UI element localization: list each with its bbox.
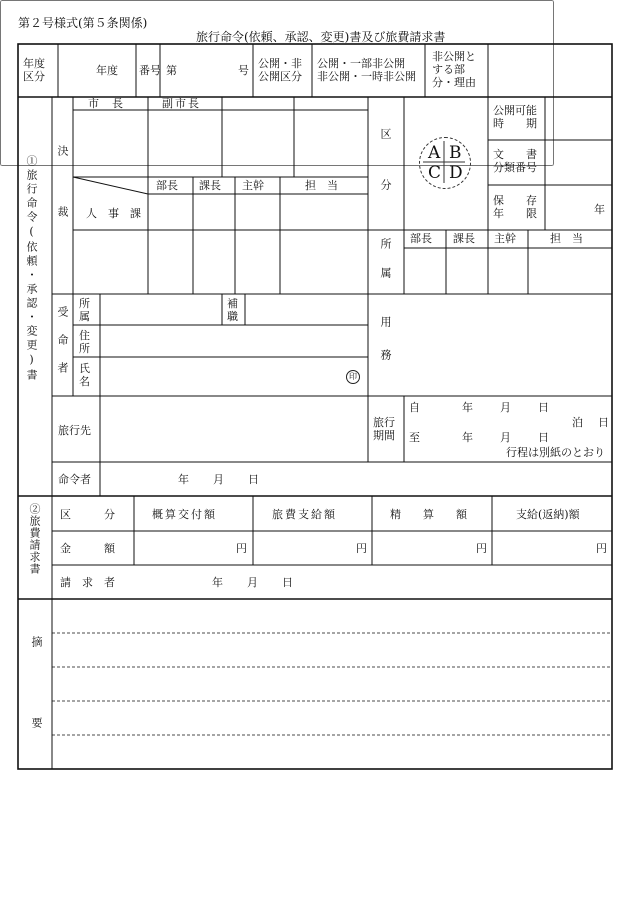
stamp-letter-d: D [449, 163, 463, 183]
period-to-month: 月 [500, 431, 511, 444]
estimated-amount-input[interactable] [140, 541, 230, 554]
orderer-day: 日 [248, 473, 259, 486]
period-from-year: 年 [462, 401, 473, 414]
period-from: 自 [409, 401, 420, 414]
hr-label: 人 事 課 [86, 207, 141, 220]
paid-header: 旅費支給額 [272, 508, 337, 521]
settlement-header: 精 算 額 [390, 508, 467, 521]
number-label: 番号 [139, 64, 161, 77]
form-title: 旅行命令(依頼、承認、変更)書及び旅費請求書 [196, 30, 446, 44]
traveler-label: 受命者 [56, 306, 69, 390]
stamp-letter-b: B [449, 143, 462, 163]
address-label: 住 所 [79, 329, 90, 355]
name-label: 氏 名 [79, 362, 90, 388]
itinerary-note: 行程は別紙のとおり [506, 446, 605, 459]
settlement-yen: 円 [476, 542, 487, 555]
approval-label: 決裁 [56, 145, 69, 267]
period-from-month: 月 [500, 401, 511, 414]
affiliation-label: 所属 [379, 238, 392, 296]
nights-day: 日 [598, 416, 609, 429]
fiscal-label: 年度 区分 [23, 57, 45, 83]
retention-unit: 年 [594, 203, 605, 216]
refund-amount-input[interactable] [498, 541, 590, 554]
affil-dept-head: 部長 [410, 232, 432, 245]
name-input[interactable] [104, 370, 334, 383]
disclosure-period-label: 公開可能 時 期 [493, 104, 537, 130]
nondisclosure-reason-label: 非公開と する部 分・理由 [432, 50, 476, 89]
seal-mark: 印 [346, 370, 360, 384]
order-section-label: ①旅行命令(依頼・承認・変更)書 [25, 155, 38, 383]
orderer-year: 年 [178, 473, 189, 486]
settlement-amount-input[interactable] [378, 541, 470, 554]
claimant-day: 日 [282, 576, 293, 589]
period-to-day: 日 [538, 431, 549, 444]
refund-yen: 円 [596, 542, 607, 555]
amount-label: 金 額 [60, 542, 115, 555]
disclosure-class-label: 公開・非 公開区分 [258, 57, 302, 83]
assistant-input[interactable] [250, 303, 362, 316]
retention-label: 保 存 年 限 [493, 194, 537, 220]
belong-input[interactable] [104, 303, 216, 316]
address-input[interactable] [104, 335, 362, 348]
paid-yen: 円 [356, 542, 367, 555]
nondisclosure-reason-input[interactable] [492, 62, 607, 75]
fiscal-year-input[interactable] [62, 62, 92, 75]
destination-label: 旅行先 [58, 424, 91, 437]
disclosure-stamp [419, 137, 471, 189]
estimated-yen: 円 [236, 542, 247, 555]
period-to: 至 [409, 431, 420, 444]
orderer-month: 月 [213, 473, 224, 486]
claimant-month: 月 [247, 576, 258, 589]
period-to-year: 年 [462, 431, 473, 444]
category-label: 区分 [379, 128, 392, 230]
purpose-input[interactable] [410, 335, 606, 348]
number-suffix: 号 [238, 64, 249, 77]
estimated-header: 概算交付額 [152, 508, 217, 521]
claimant-label: 請 求 者 [60, 576, 115, 589]
disclosure-options: 公開・一部非公開 非公開・一時非公開 [317, 57, 416, 83]
nights-label: 泊 [572, 416, 583, 429]
form-number: 第２号様式(第５条関係) [18, 16, 148, 30]
claimant-year: 年 [212, 576, 223, 589]
assistant-label: 補 職 [227, 297, 238, 323]
dept-head-header: 部長 [156, 179, 178, 192]
affil-staff: 担 当 [550, 232, 583, 245]
chief-header: 主幹 [242, 179, 264, 192]
number-prefix: 第 [166, 64, 177, 77]
period-label: 旅行 期間 [373, 416, 395, 442]
destination-input[interactable] [106, 424, 362, 437]
paid-amount-input[interactable] [258, 541, 350, 554]
refund-header: 支給(返納)額 [516, 508, 580, 521]
claim-section-label: ②旅費請求書 [28, 503, 41, 575]
fiscal-year-unit: 年度 [96, 64, 118, 77]
affil-section-chief: 課長 [453, 232, 475, 245]
vice-mayor-header: 副市長 [162, 97, 201, 110]
purpose-label: 用務 [379, 316, 392, 382]
orderer-label: 命令者 [58, 473, 91, 486]
stamp-letter-c: C [428, 163, 442, 183]
doc-class-no-label: 文 書 分類番号 [493, 148, 537, 174]
staff-header: 担 当 [305, 179, 338, 192]
section-chief-header: 課長 [199, 179, 221, 192]
mayor-header: 市 長 [88, 97, 124, 110]
remarks-label: 摘要 [30, 636, 43, 798]
period-from-day: 日 [538, 401, 549, 414]
affil-chief: 主幹 [494, 232, 516, 245]
claim-category-header: 区 分 [60, 508, 115, 521]
belong-label: 所 属 [79, 297, 90, 323]
number-input[interactable] [182, 62, 234, 75]
stamp-letter-a: A [428, 143, 441, 163]
